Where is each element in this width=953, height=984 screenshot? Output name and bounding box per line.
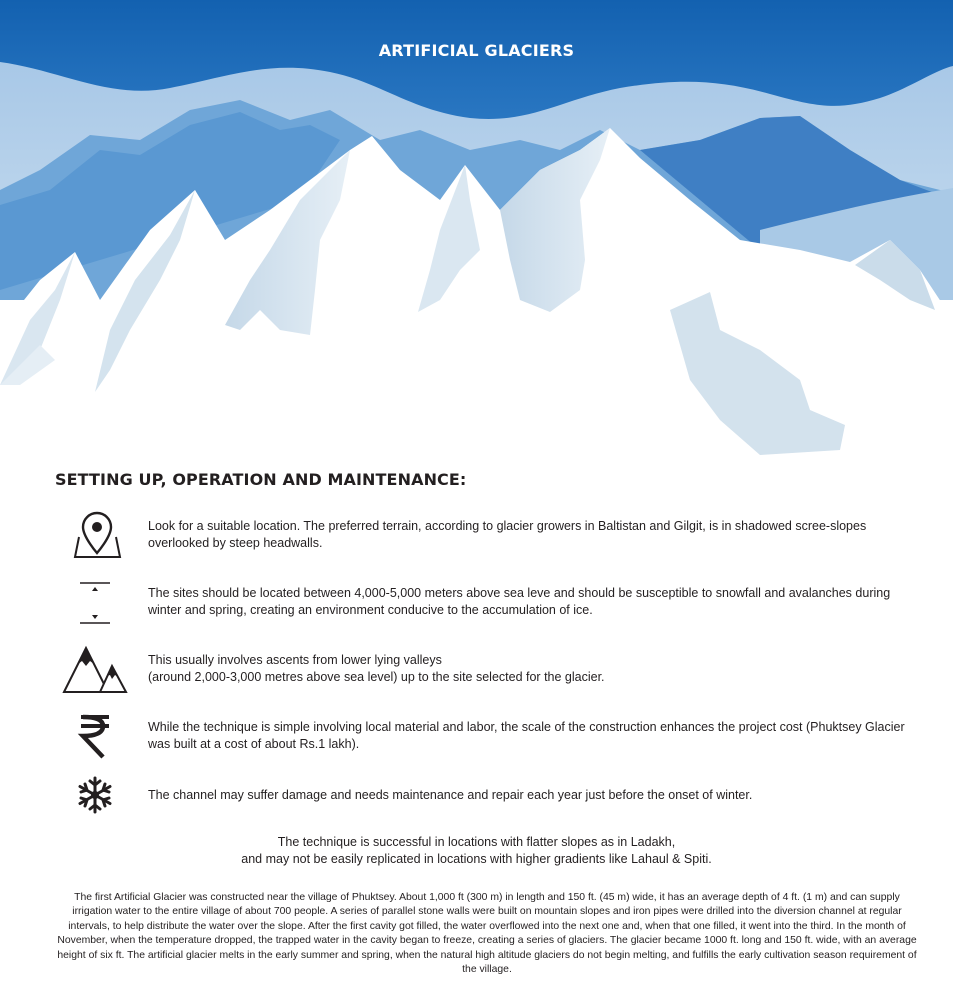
- step-text: While the technique is simple involving local material and labor, the scale of the construction enhances the project cost (Phuktsey Glacier was built at a cost of about Rs.1 lakh).: [148, 720, 905, 751]
- map-pin-icon: [55, 505, 135, 565]
- step-text: This usually involves ascents from lower lying valleys (around 2,000-3,000 metres above sea level) up to the site selected for the glacier.: [148, 653, 605, 684]
- mountains-icon: [55, 639, 135, 699]
- snowflake-icon: [55, 765, 135, 825]
- altitude-range-icon: [55, 572, 135, 632]
- step-text: Look for a suitable location. The preferred terrain, according to glacier growers in Baltistan and Gilgit, is in shadowed scree-slopes overlooked by steep headwalls.: [148, 519, 867, 550]
- step-text: The sites should be located between 4,000-5,000 meters above sea leve and should be susceptible to snowfall and avalanches during winter and spring, creating an environment conducive to the accumulation of ice.: [148, 586, 891, 617]
- section-heading: SETTING UP, OPERATION AND MAINTENANCE:: [55, 470, 467, 489]
- step-item: [55, 639, 915, 699]
- conclusion-text: The technique is successful in locations with flatter slopes as in Ladakh, and may not be easily replicated in locations with higher gradients like Lahaul & Spiti.: [241, 835, 712, 866]
- step-item: [55, 765, 915, 825]
- history-paragraph: The first Artificial Glacier was constructed near the village of Phuktsey. About 1,000 ft (300 m) in length and 150 ft. (45 m) wide, it has an average depth of 4 ft. (1 m) and can supply irrigation water to the entire village of about 700 people. A series of parallel stone walls were built on mountain slopes and iron pipes were drilled into the diversion channel at regular intervals, to help distribute the water over the slope. After the first cavity got filled, the water overflowed into the next one and, when that one filled, it went into the third. In the month of November, when the temperature dropped, the trapped water in the cavity began to freeze, creating a series of glaciers. The glacier became 1000 ft. long and 150 ft. wide, with an average height of six ft. The artificial glacier melts in the early summer and spring, when the natural high altitude glaciers do not begin melting, and fulfills the early cultivation season requirement of the village.: [57, 892, 917, 976]
- rupee-icon: [55, 706, 135, 766]
- hero-title: ARTIFICIAL GLACIERS: [378, 41, 575, 60]
- step-text: The channel may suffer damage and needs maintenance and repair each year just before the onset of winter.: [148, 787, 753, 802]
- hero-banner: [0, 0, 953, 470]
- step-item: [55, 706, 915, 766]
- mountain-illustration: [0, 0, 953, 470]
- step-item: [55, 572, 915, 632]
- step-item: [55, 505, 915, 565]
